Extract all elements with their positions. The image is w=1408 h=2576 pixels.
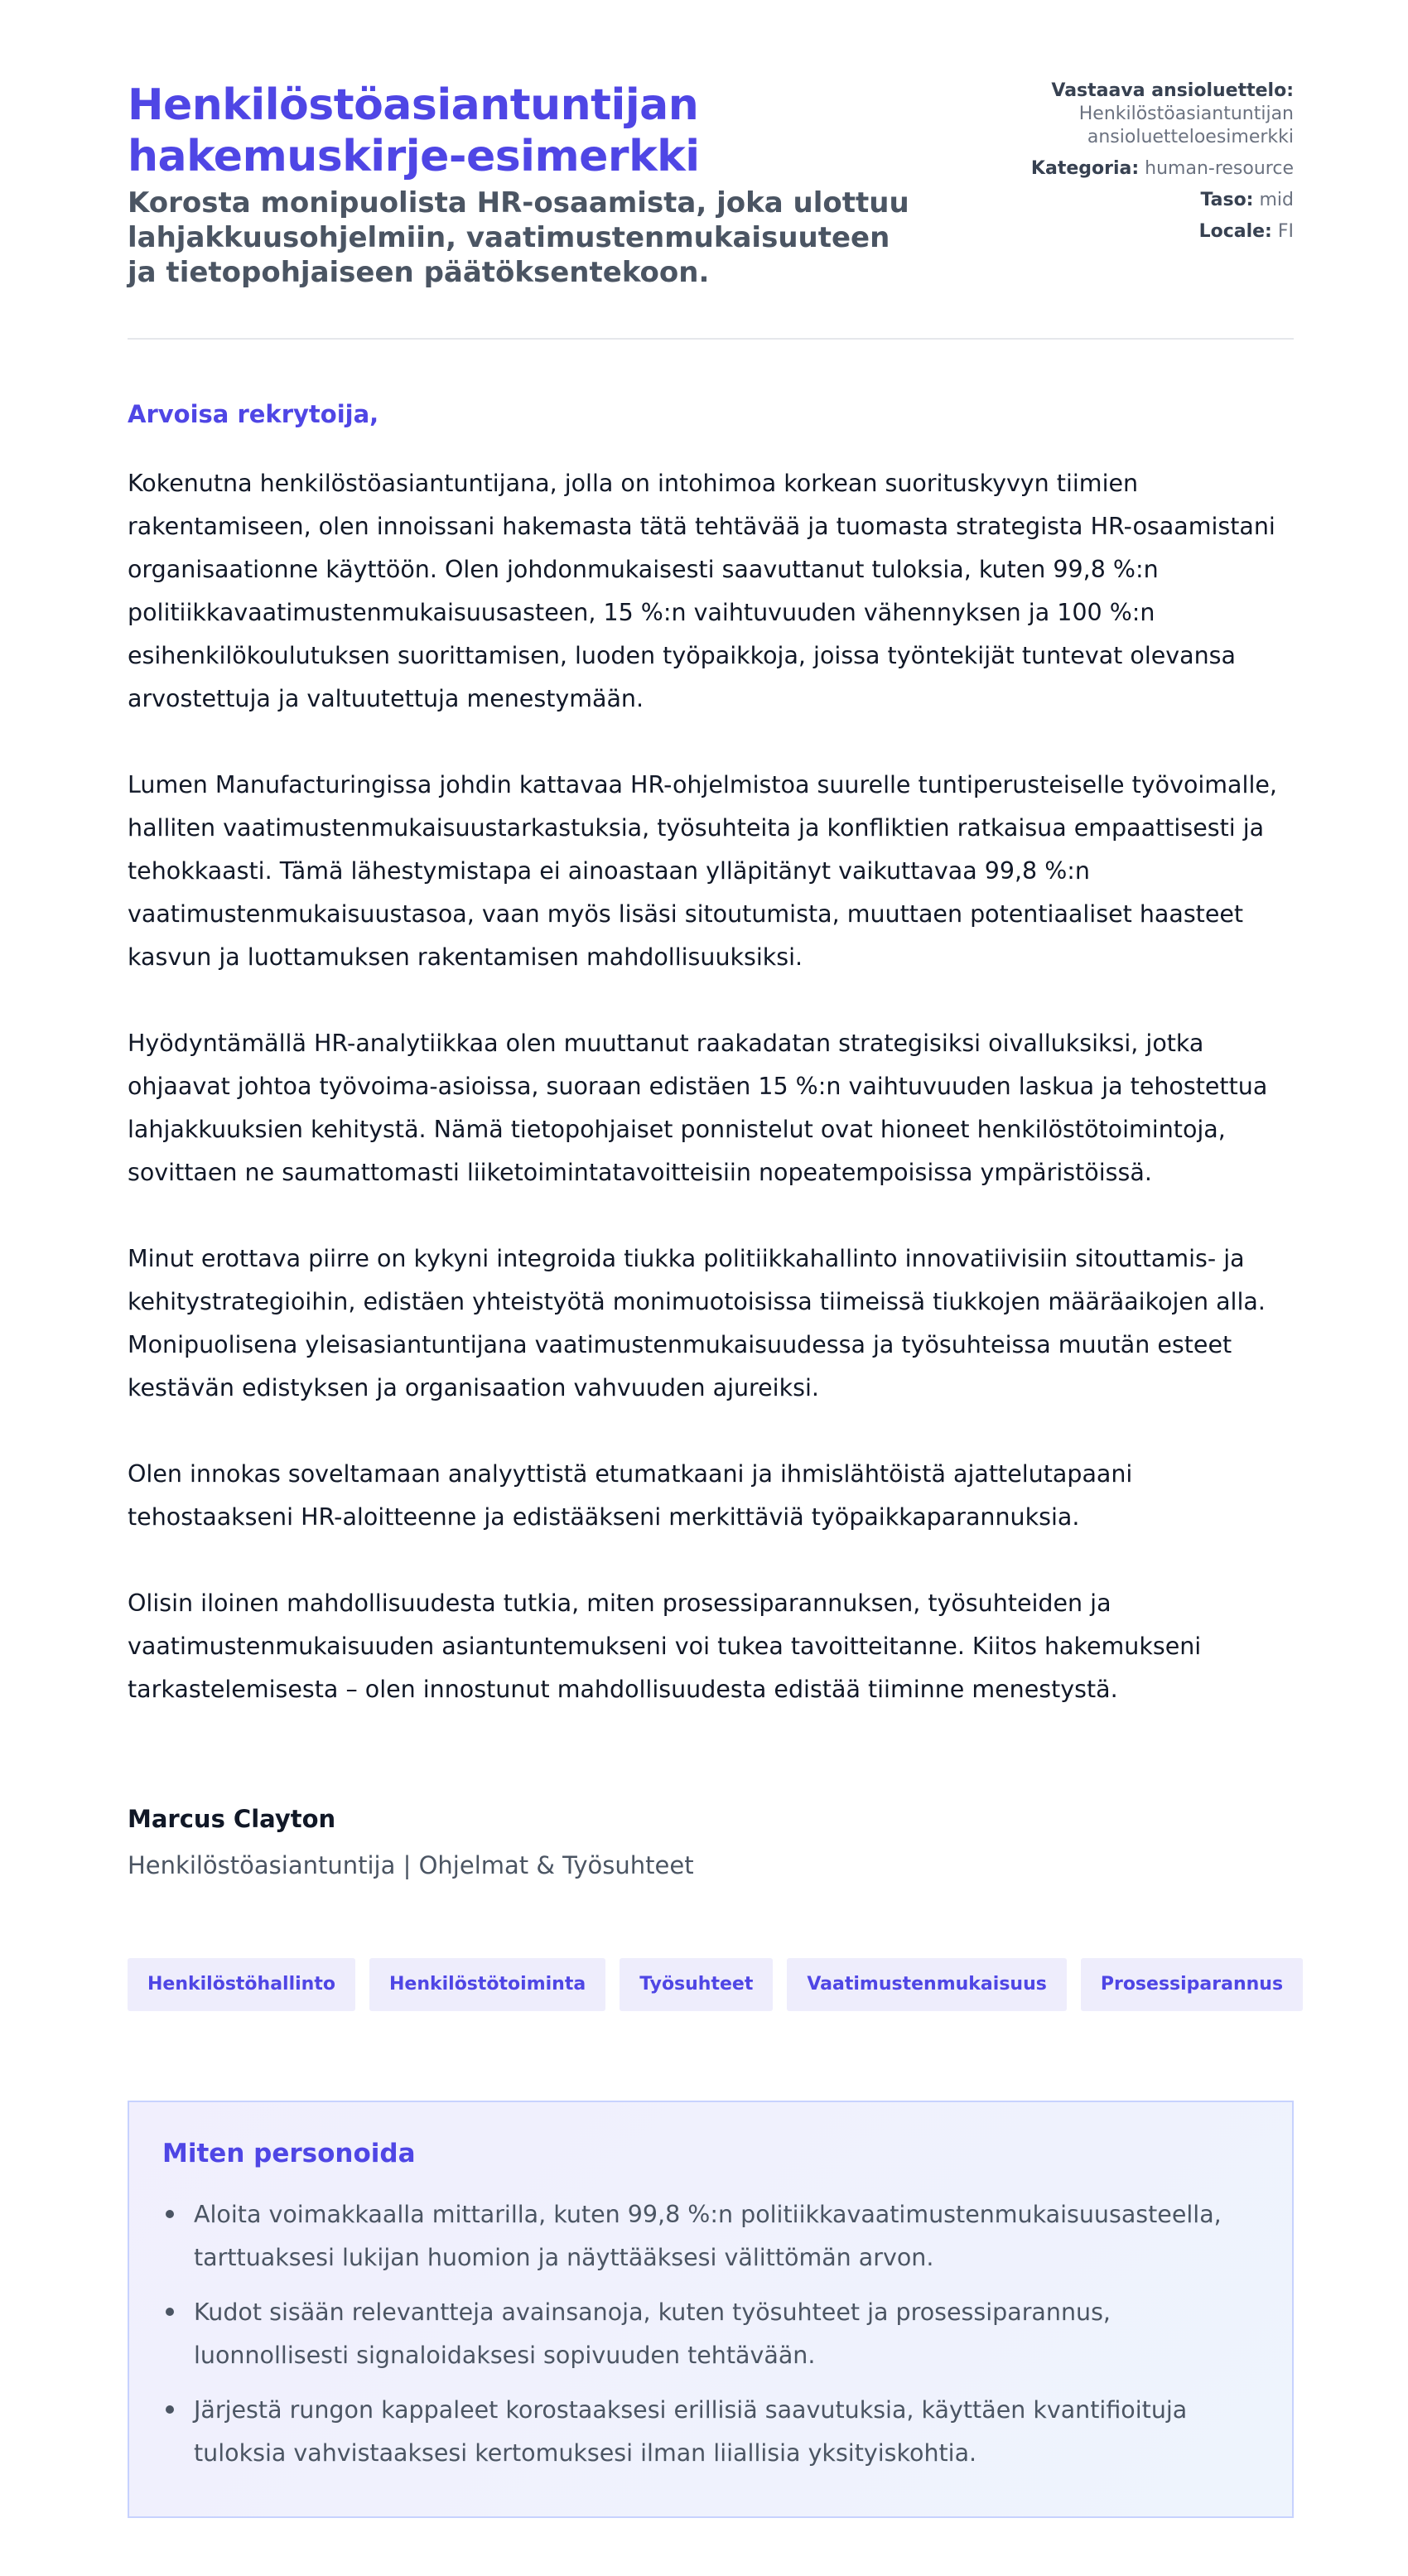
meta-panel	[946, 80, 1294, 252]
bullet-icon	[166, 2210, 174, 2218]
page-header	[128, 80, 1294, 290]
bullet-icon	[166, 2405, 174, 2414]
letter-paragraph: Kokenutna henkilöstöasiantuntijana, jolla on intohimoa korkean suorituskyvyn tiimien rakentamiseen, olen innoissani hakemasta tätä tehtävää ja tuomasta strategista HR-osaamistani organisaationne käyttöön. Olen johdonmukaisesti saavuttanut tuloksia, kuten 99,8 %:n politiikkavaatimustenmukaisuusasteen, 15 %:n vaihtuvuuden vähennyksen ja 100 %:n esihenkilökoulutuksen suorittamisen, luoden työpaikkoja, joissa työntekijät tuntevat olevansa arvostettuja ja valtuutettuja menestymään.	[128, 470, 1275, 712]
tip-item	[194, 2291, 1259, 2377]
signature-title: Henkilöstöasiantuntija | Ohjelmat & Työsuhteet	[128, 1851, 694, 1879]
signature-block	[128, 1802, 694, 1882]
meta-locale	[946, 220, 1294, 244]
letter-salutation: Arvoisa rekrytoija,	[128, 400, 379, 428]
skill-tag[interactable]: Prosessiparannus	[1081, 1958, 1303, 2011]
tip-text: Järjestä rungon kappaleet korostaaksesi erillisiä saavutuksia, käyttäen kvantifioituja tuloksia vahvistaaksesi kertomuksesi ilman liiallisia yksityiskohtia.	[194, 2396, 1188, 2467]
header-divider	[128, 338, 1294, 340]
letter-paragraph: Hyödyntämällä HR-analytiikkaa olen muuttanut raakadatan strategisiksi oivalluksiksi, jotka ohjaavat johtoa työvoima-asioissa, suoraan edistäen 15 %:n vaihtuvuuden laskua ja tehostettua lahjakkuuksien kehitystä. Nämä tietopohjaiset ponnistelut ovat hioneet henkilöstötoimintoja, sovittaen ne saumattomasti liiketoimintatavoitteisiin nopeatempoisissa ympäristöissä.	[128, 1030, 1268, 1186]
meta-resume	[946, 80, 1294, 149]
meta-level-value: mid	[1259, 190, 1294, 210]
page-title: Henkilöstöasiantuntijan hakemuskirje-esimerkki	[128, 80, 700, 181]
personalization-tips-box	[128, 2101, 1294, 2518]
skill-tag[interactable]: Henkilöstöhallinto	[128, 1958, 355, 2011]
page-subtitle: Korosta monipuolista HR-osaamista, joka ulottuu lahjakkuusohjelmiin, vaatimustenmukaisuuteen ja tietopohjaiseen päätöksentekoon.	[128, 186, 909, 289]
letter-paragraph: Olen innokas soveltamaan analyyttistä etumatkaani ja ihmislähtöistä ajattelutapaani tehostaakseni HR-aloitteenne ja edistääkseni merkittäviä työpaikkaparannuksia.	[128, 1460, 1133, 1531]
tip-text: Aloita voimakkaalla mittarilla, kuten 99,8 %:n politiikkavaatimustenmukaisuusasteella, tarttuaksesi lukijan huomion ja näyttääksesi välittömän arvon.	[194, 2201, 1222, 2271]
tip-text: Kudot sisään relevantteja avainsanoja, kuten työsuhteet ja prosessiparannus, luonnollisesti signaloidaksesi sopivuuden tehtävään.	[194, 2299, 1111, 2369]
letter-body	[128, 462, 1294, 1754]
meta-resume-link[interactable]: Henkilöstöasiantuntijan ansioluetteloesimerkki	[1078, 104, 1294, 147]
bullet-icon	[166, 2308, 174, 2316]
skill-tag[interactable]: Työsuhteet	[620, 1958, 773, 2011]
meta-category-value: human-resource	[1145, 158, 1294, 179]
tip-item	[194, 2193, 1259, 2279]
skill-tag[interactable]: Henkilöstötoiminta	[369, 1958, 605, 2011]
meta-locale-value: FI	[1277, 221, 1294, 242]
meta-level	[946, 189, 1294, 212]
meta-locale-label: Locale:	[1198, 221, 1272, 242]
meta-category-label: Kategoria:	[1030, 158, 1140, 179]
letter-paragraph: Lumen Manufacturingissa johdin kattavaa HR-ohjelmistoa suurelle tuntiperusteiselle työvoimalle, halliten vaatimustenmukaisuustarkastuksia, työsuhteita ja konfliktien ratkaisua empaattisesti ja tehokkaasti. Tämä lähestymistapa ei ainoastaan ylläpitänyt vaikuttavaa 99,8 %:n vaatimustenmukaisuustasoa, vaan myös lisäsi sitoutumista, muuttaen potentiaaliset haasteet kasvun ja luottamuksen rakentamisen mahdollisuuksiksi.	[128, 771, 1277, 971]
tips-title: Miten personoida	[162, 2139, 416, 2168]
meta-category	[946, 157, 1294, 181]
meta-resume-label: Vastaava ansioluettelo:	[1051, 80, 1294, 101]
tips-list	[162, 2193, 1259, 2475]
signature-name: Marcus Clayton	[128, 1805, 336, 1833]
letter-paragraph: Minut erottava piirre on kykyni integroida tiukka politiikkahallinto innovatiivisiin sitouttamis- ja kehitystrategioihin, edistäen yhteistyötä monimuotoisissa tiimeissä tiukkojen määräaikojen alla. Monipuolisena yleisasiantuntijana vaatimustenmukaisuudessa ja työsuhteissa muutän esteet kestävän edistyksen ja organisaation vahvuuden ajureiksi.	[128, 1245, 1266, 1401]
tip-item	[194, 2389, 1259, 2475]
skill-tag[interactable]: Vaatimustenmukaisuus	[787, 1958, 1066, 2011]
skill-tags	[128, 1958, 1303, 2011]
letter-paragraph: Olisin iloinen mahdollisuudesta tutkia, miten prosessiparannuksen, työsuhteiden ja vaatimustenmukaisuuden asiantuntemukseni voi tukea tavoitteitanne. Kiitos hakemukseni tarkastelemisesta – olen innostunut mahdollisuudesta edistää tiiminne menestystä.	[128, 1589, 1202, 1703]
meta-level-label: Taso:	[1200, 190, 1254, 210]
